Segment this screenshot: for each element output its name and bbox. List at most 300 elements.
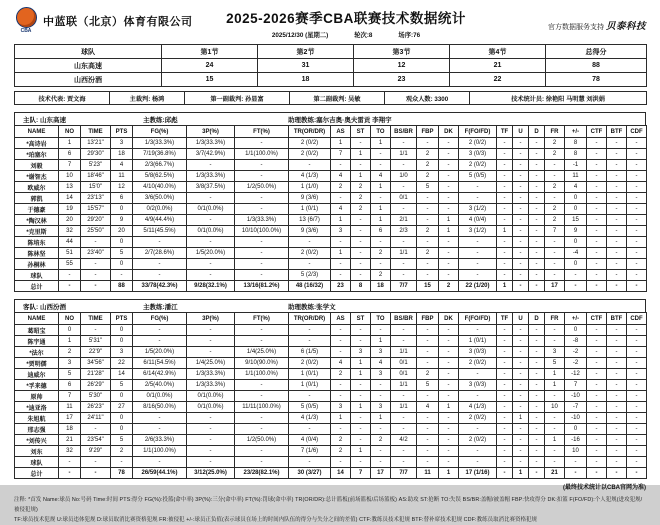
cell: BTF: [607, 126, 627, 138]
cell: -: [351, 160, 371, 171]
cell: 17: [59, 413, 81, 424]
cell: -: [627, 237, 647, 248]
cell: 23: [331, 281, 351, 292]
cell: -: [331, 347, 351, 358]
cell: 2 (0/2): [459, 160, 497, 171]
cell: -: [587, 149, 607, 160]
cell: 1: [331, 413, 351, 424]
cell: -: [459, 457, 497, 468]
cell: DK: [439, 313, 459, 325]
cell: 主裁判: 杨鸿: [110, 92, 185, 105]
cell: 2: [417, 149, 439, 160]
cell: -: [627, 402, 647, 413]
cell: 0: [111, 424, 133, 435]
cell: 15: [162, 73, 258, 87]
cell: -: [497, 138, 513, 149]
cell: 1: [371, 204, 391, 215]
cell: 2: [331, 435, 351, 446]
cell: 1: [497, 281, 513, 292]
cell: 8: [351, 281, 371, 292]
cell: -10: [565, 391, 587, 402]
cell: 7: [59, 160, 81, 171]
cell: 1: [439, 215, 459, 226]
cell: 9'29": [81, 446, 111, 457]
cell: -: [565, 468, 587, 479]
cell: -: [627, 160, 647, 171]
cell: 葛昭宝: [15, 325, 59, 336]
cell: CTF: [587, 126, 607, 138]
cell: 9 (3/6): [289, 193, 331, 204]
cell: -: [565, 281, 587, 292]
cell: BS/BR: [391, 126, 417, 138]
cell: -: [529, 160, 545, 171]
cell: -: [439, 204, 459, 215]
cell: 8: [565, 138, 587, 149]
cell: *珀塞尔: [15, 149, 59, 160]
cell: -: [607, 226, 627, 237]
cell: -: [459, 237, 497, 248]
cell: 5/11(45.5%): [133, 226, 187, 237]
cell: *高诗岩: [15, 138, 59, 149]
cell: 6/11(54.5%): [133, 358, 187, 369]
cell: 5/8(62.5%): [133, 171, 187, 182]
cell: 1: [513, 413, 529, 424]
cell: -: [439, 413, 459, 424]
cell: -: [351, 237, 371, 248]
game-date: 2025/12/30 (星期二): [271, 32, 329, 39]
cell: 2: [331, 182, 351, 193]
cell: -: [351, 380, 371, 391]
cell: 51: [59, 248, 81, 259]
cell: *谢智杰: [15, 171, 59, 182]
cell: -: [513, 358, 529, 369]
cell: -: [187, 215, 235, 226]
cell: -: [607, 204, 627, 215]
cell: -: [497, 336, 513, 347]
cell: 1: [371, 413, 391, 424]
cell: 第3节: [354, 45, 450, 59]
cell: -: [235, 160, 289, 171]
cell: 2 (0/2): [289, 358, 331, 369]
cell: 1: [59, 138, 81, 149]
cell: -: [133, 237, 187, 248]
cell: -: [133, 413, 187, 424]
cell: -: [497, 248, 513, 259]
cell: -: [513, 369, 529, 380]
cell: 4 (0/4): [289, 435, 331, 446]
cell: 3: [371, 402, 391, 413]
cell: -: [513, 391, 529, 402]
cell: -: [587, 468, 607, 479]
cell: -: [587, 446, 607, 457]
cell: -: [371, 380, 391, 391]
cell: -: [331, 424, 351, 435]
cell: -8: [565, 336, 587, 347]
cell: -2: [565, 347, 587, 358]
cell: 1/1: [391, 380, 417, 391]
cell: -: [627, 424, 647, 435]
cell: 5: [545, 358, 565, 369]
cell: 2 (0/2): [459, 435, 497, 446]
cell: -: [497, 358, 513, 369]
cell: -: [529, 149, 545, 160]
cell: -: [529, 325, 545, 336]
cell: -: [607, 248, 627, 259]
cell: -: [81, 259, 111, 270]
cell: -: [545, 160, 565, 171]
table-row: [15, 59, 647, 73]
cell: 13'21": [81, 138, 111, 149]
cell: -: [627, 347, 647, 358]
cell: -: [587, 281, 607, 292]
cell: -: [513, 248, 529, 259]
cell: 总计: [15, 468, 59, 479]
cell: -: [439, 380, 459, 391]
cell: 5 (2/3): [289, 270, 331, 281]
home-team-header: [14, 112, 646, 125]
cell: -: [587, 369, 607, 380]
cell: 0: [111, 413, 133, 424]
cell: 1/4(25.0%): [235, 347, 289, 358]
cell: 山东高速: [15, 59, 162, 73]
cell: 18'46": [81, 171, 111, 182]
legend-line-1: 注释: *首发 Name:球员 No:号码 Time:时间 PTS:得分 FG(%):投篮(命中率) 3P(%):三分(命中率) FT(%):罚球(命中率) TR(OR/DR):总计篮板(前场篮板/后场篮板) AS:助攻 ST:抢断 TO:失误 BS/BR:盖帽/被盖帽 FBP:快攻得分 DK:扣篮 F(FO/FD):个人犯规(进攻犯规/被侵犯规): [14, 497, 643, 513]
cell: -: [497, 193, 513, 204]
cell: 1/3(33.3%): [235, 215, 289, 226]
cell: NO: [59, 313, 81, 325]
cell: -: [133, 457, 187, 468]
cell: TIME: [81, 126, 111, 138]
cell: 2/5(40.0%): [133, 380, 187, 391]
game-meta: [226, 30, 466, 39]
cell: 23'54": [81, 435, 111, 446]
cell: -: [111, 457, 133, 468]
cell: -: [529, 413, 545, 424]
cell: 2: [371, 435, 391, 446]
cell: 1: [371, 182, 391, 193]
cell: 88: [546, 59, 647, 73]
cell: 球队: [15, 45, 162, 59]
cell: 2: [545, 204, 565, 215]
cell: 0: [565, 325, 587, 336]
cell: -: [59, 270, 81, 281]
cell: 3 (1/2): [459, 226, 497, 237]
cell: -: [513, 226, 529, 237]
cell: -: [439, 336, 459, 347]
cell: PTS: [111, 126, 133, 138]
cell: -: [187, 446, 235, 457]
cell: *贾明儒: [15, 358, 59, 369]
cell: 1: [513, 468, 529, 479]
cell: -: [235, 391, 289, 402]
cell: -: [459, 259, 497, 270]
company-name: 中蓝联（北京）体育有限公司: [43, 15, 193, 28]
cell: CTF: [587, 313, 607, 325]
cell: -: [351, 336, 371, 347]
cell: -: [607, 270, 627, 281]
cell: -: [439, 138, 459, 149]
cell: 3: [351, 347, 371, 358]
cell: 0/1(0.0%): [187, 402, 235, 413]
cell: -: [587, 138, 607, 149]
cell: -: [81, 468, 111, 479]
cell: U: [513, 126, 529, 138]
cell: 10/10(100.0%): [235, 226, 289, 237]
cell: -: [607, 193, 627, 204]
cell: 1/2(50.0%): [235, 182, 289, 193]
cell: -: [331, 391, 351, 402]
cell: 0/1(0.0%): [187, 204, 235, 215]
cell: -: [497, 446, 513, 457]
official-disclaimer: (最终技术统计以CBA官网为准): [563, 485, 646, 491]
cell: 1: [331, 248, 351, 259]
cell: 9: [111, 215, 133, 226]
table-row: [15, 369, 647, 380]
cell: AS: [331, 313, 351, 325]
cell: 26/59(44.1%): [133, 468, 187, 479]
cell: -: [459, 391, 497, 402]
cell: 6: [111, 193, 133, 204]
cell: -: [371, 391, 391, 402]
cell: -: [607, 457, 627, 468]
cell: 18: [59, 424, 81, 435]
cell: -: [439, 457, 459, 468]
table-row: [15, 248, 647, 259]
cell: TO: [371, 126, 391, 138]
cell: -: [587, 380, 607, 391]
cell: -: [587, 226, 607, 237]
cell: -: [529, 347, 545, 358]
cell: *刘传兴: [15, 435, 59, 446]
table-row: [15, 457, 647, 468]
cell: -: [607, 435, 627, 446]
cell: 1: [371, 336, 391, 347]
cell: -: [235, 193, 289, 204]
cell: 3 (0/3): [459, 149, 497, 160]
cell: -: [459, 193, 497, 204]
cell: -: [607, 182, 627, 193]
cell: 1/1: [391, 402, 417, 413]
quarter-score-table: [14, 44, 647, 87]
cell: -: [391, 457, 417, 468]
cell: 2: [545, 138, 565, 149]
table-row: [15, 313, 647, 325]
cell: AS: [331, 126, 351, 138]
cell: 1/1(100.0%): [235, 369, 289, 380]
cell: 11: [59, 402, 81, 413]
cell: -: [627, 413, 647, 424]
cell: 3: [331, 226, 351, 237]
cell: -: [497, 182, 513, 193]
cell: 5: [111, 380, 133, 391]
cell: -: [417, 457, 439, 468]
cell: 78: [111, 468, 133, 479]
cell: -: [417, 215, 439, 226]
cell: -: [497, 171, 513, 182]
cell: -: [439, 424, 459, 435]
cell: 2 (0/2): [459, 413, 497, 424]
away-team-stats-table: [14, 312, 647, 479]
cell: -: [587, 424, 607, 435]
cell: -: [607, 138, 627, 149]
cell: 26'23": [81, 402, 111, 413]
cell: 总计: [15, 281, 59, 292]
cell: -: [529, 138, 545, 149]
cell: -: [529, 468, 545, 479]
cell: -: [439, 347, 459, 358]
cell: 13 (6/7): [289, 215, 331, 226]
cell: 3 (0/3): [459, 347, 497, 358]
cell: 邢志强: [15, 424, 59, 435]
cell: -: [607, 160, 627, 171]
cell: 0/1(0.0%): [133, 391, 187, 402]
cell: 1 (0/1): [289, 380, 331, 391]
cell: 88: [111, 281, 133, 292]
cell: -: [545, 193, 565, 204]
cell: -: [587, 160, 607, 171]
cell: -: [439, 149, 459, 160]
cell: 18: [111, 149, 133, 160]
cell: -: [513, 215, 529, 226]
cell: *陶汉林: [15, 215, 59, 226]
cell: -: [587, 171, 607, 182]
cell: -: [391, 204, 417, 215]
cell: 4 (1/3): [459, 402, 497, 413]
cell: *法尔: [15, 347, 59, 358]
cell: 2/1: [391, 215, 417, 226]
cell: -: [351, 391, 371, 402]
cell: FR: [545, 313, 565, 325]
cell: 1/5(20.0%): [187, 248, 235, 259]
cell: 1: [371, 215, 391, 226]
cell: -: [587, 182, 607, 193]
cell: 3P(%): [187, 313, 235, 325]
cell: 11/11(100.0%): [235, 402, 289, 413]
cell: -10: [565, 413, 587, 424]
cell: 5: [59, 369, 81, 380]
cell: -: [529, 226, 545, 237]
cell: -: [331, 193, 351, 204]
cell: -: [587, 402, 607, 413]
cell: -: [459, 424, 497, 435]
cell: -: [351, 248, 371, 259]
partner-label: 官方数据服务支持: [548, 24, 605, 31]
cell: -: [497, 402, 513, 413]
cell: 10: [565, 446, 587, 457]
cell: -: [81, 325, 111, 336]
cell: -: [627, 182, 647, 193]
cell: -2: [565, 358, 587, 369]
cell: -: [187, 457, 235, 468]
cell: BTF: [607, 313, 627, 325]
cell: -: [497, 391, 513, 402]
cell: 1: [351, 149, 371, 160]
cell: 3/6(50.0%): [133, 193, 187, 204]
cell: 7/19(36.8%): [133, 149, 187, 160]
cell: *克里斯: [15, 226, 59, 237]
cell: -: [187, 193, 235, 204]
cell: 6 (1/5): [289, 347, 331, 358]
cell: 2 (0/2): [459, 358, 497, 369]
cell: 0: [111, 391, 133, 402]
cell: -: [439, 160, 459, 171]
cell: -: [513, 138, 529, 149]
cell: -: [529, 259, 545, 270]
cell: FG(%): [133, 313, 187, 325]
table-row: [15, 347, 647, 358]
cell: -: [529, 204, 545, 215]
cell: -: [529, 380, 545, 391]
cell: -: [587, 391, 607, 402]
cell: -: [627, 204, 647, 215]
cell: 9/28(32.1%): [187, 281, 235, 292]
cell: 14: [111, 369, 133, 380]
cell: -: [417, 193, 439, 204]
cell: 3/7(42.9%): [187, 149, 235, 160]
cell: -: [417, 435, 439, 446]
home-head-coach: 主教练:邱彪: [143, 117, 178, 124]
cell: 陈培东: [15, 237, 59, 248]
cell: -: [513, 259, 529, 270]
cell: -: [587, 413, 607, 424]
cell: 15: [417, 281, 439, 292]
cell: 32: [59, 226, 81, 237]
cell: -: [351, 325, 371, 336]
cell: -: [497, 325, 513, 336]
cell: -: [81, 457, 111, 468]
cell: -: [439, 237, 459, 248]
cell: 0: [565, 424, 587, 435]
cell: -: [289, 325, 331, 336]
cell: 3: [331, 402, 351, 413]
cell: -: [459, 369, 497, 380]
cell: -: [187, 325, 235, 336]
cell: 7: [351, 468, 371, 479]
cell: 22'9": [81, 347, 111, 358]
cell: 1/1(100.0%): [235, 149, 289, 160]
cell: -: [497, 237, 513, 248]
cell: 20: [59, 215, 81, 226]
cell: -: [607, 413, 627, 424]
table-row: [15, 138, 647, 149]
cell: -: [545, 457, 565, 468]
cell: -: [235, 171, 289, 182]
cell: -: [331, 259, 351, 270]
cell: 27: [111, 402, 133, 413]
cell: -: [351, 424, 371, 435]
cell: FT(%): [235, 313, 289, 325]
cell: -: [627, 380, 647, 391]
cell: -: [391, 446, 417, 457]
cell: 33/78(42.3%): [133, 281, 187, 292]
cell: -: [607, 369, 627, 380]
cell: 1/1: [391, 248, 417, 259]
table-row: [15, 380, 647, 391]
cell: -: [439, 369, 459, 380]
cell: -: [513, 149, 529, 160]
cell: -: [529, 424, 545, 435]
cell: -: [587, 347, 607, 358]
cell: 20: [111, 226, 133, 237]
cell: 4: [417, 402, 439, 413]
cell: 2/3(66.7%): [133, 160, 187, 171]
cell: -: [565, 270, 587, 281]
cell: -: [607, 380, 627, 391]
cell: TF: [497, 313, 513, 325]
cell: -: [331, 237, 351, 248]
cell: 1 (1/0): [289, 182, 331, 193]
cell: -: [627, 215, 647, 226]
